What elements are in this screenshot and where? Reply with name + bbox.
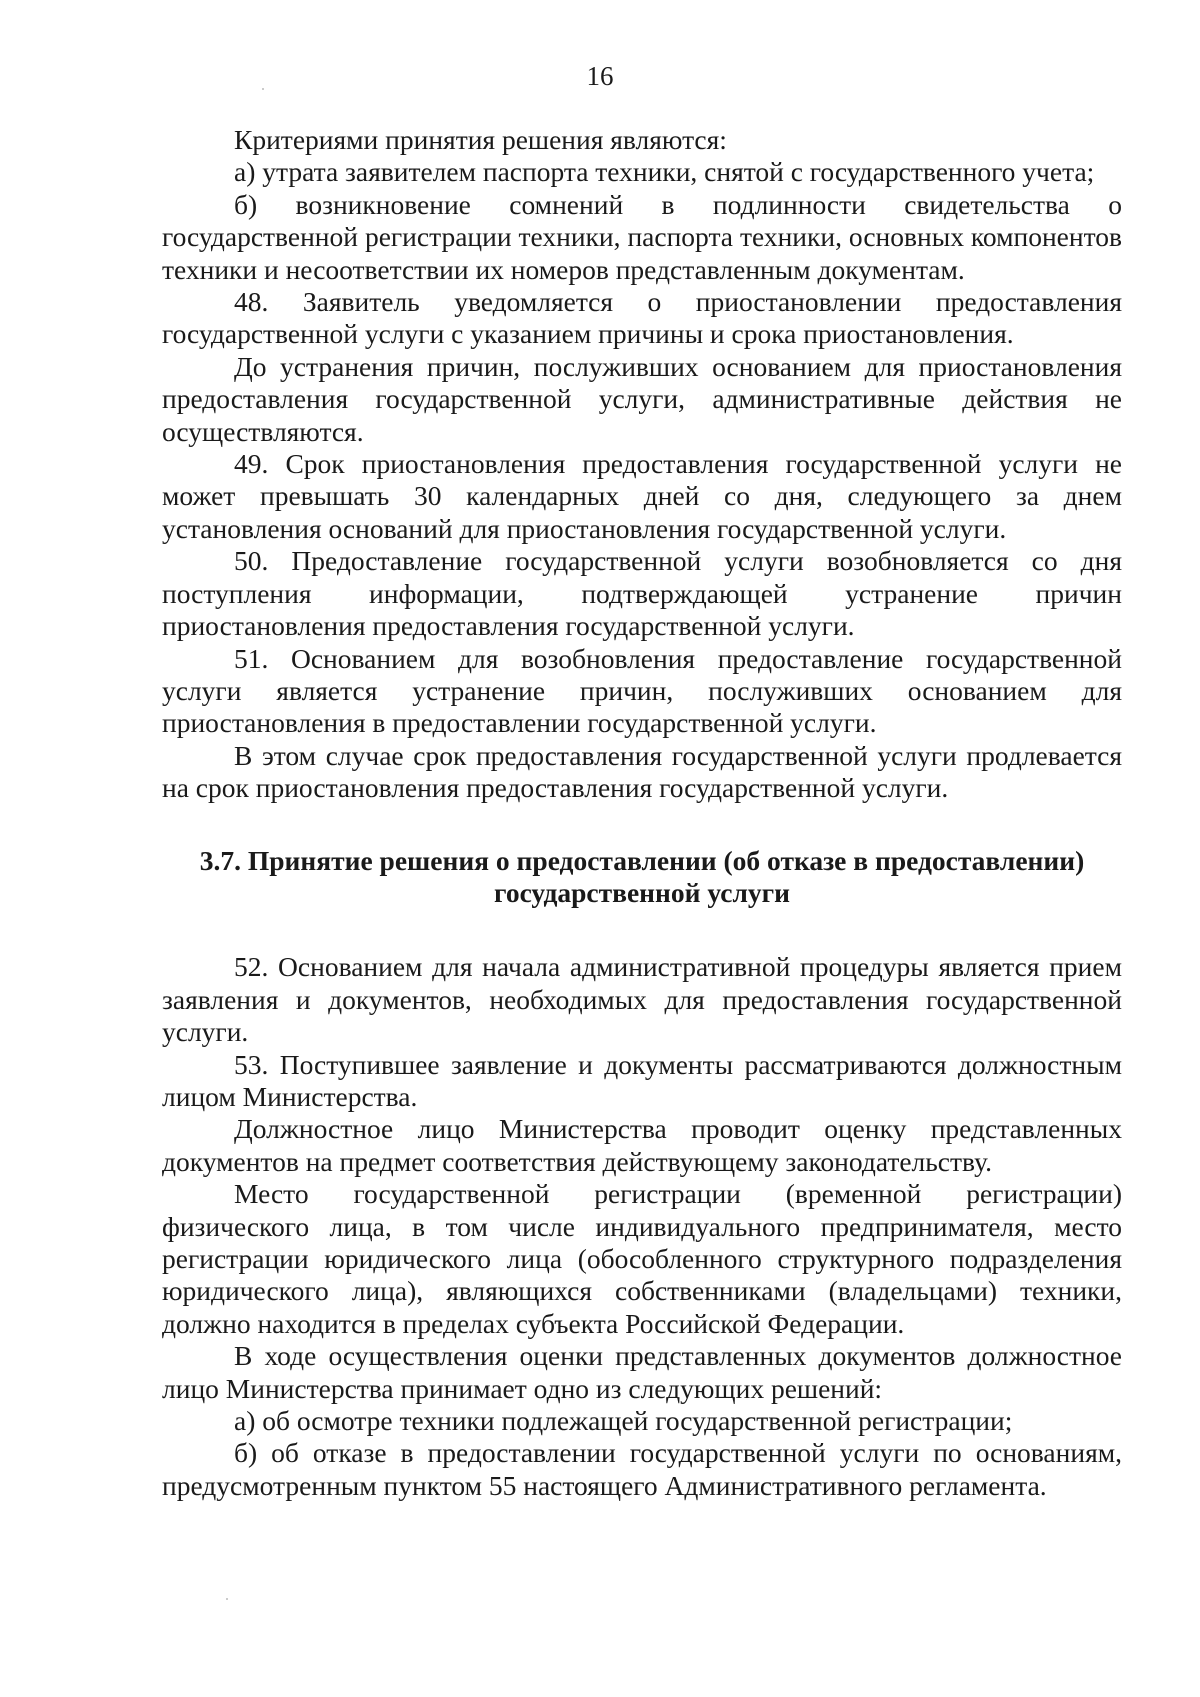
paragraph: Должностное лицо Министерства проводит оценку представленных документов на предмет соответствия действующему законодательству.: [162, 1113, 1122, 1177]
paragraph: Место государственной регистрации (временной регистрации) физического лица, в том числе индивидуального предпринимателя, место регистрации юридического лица (обособленного структурного подразделения юридического лица), являющихся собственниками (владельцами) техники, должно находится в пределах субъекта Российской Федерации.: [162, 1178, 1122, 1339]
section-3-7-body: [162, 951, 1122, 1502]
paragraph: а) об осмотре техники подлежащей государственной регистрации;: [234, 1405, 1013, 1437]
paragraph-52: 52. Основанием для начала административной процедуры является прием заявления и документов, необходимых для предоставления государственной услуги.: [162, 951, 1122, 1048]
paragraph: б) об отказе в предоставлении государственной услуги по основаниям, предусмотренным пунктом 55 настоящего Административного регламента.: [162, 1437, 1122, 1501]
paragraph: б) возникновение сомнений в подлинности свидетельства о государственной регистрации техники, паспорта техники, основных компонентов техники и несоответствии их номеров представленным документам.: [162, 188, 1122, 285]
scan-speck: [226, 1598, 228, 1600]
section-heading-line2: государственной услуги: [494, 876, 790, 908]
section-3-6-continuation: [162, 124, 1122, 805]
paragraph-48: 48. Заявитель уведомляется о приостановлении предоставления государственной услуги с указанием причины и срока приостановления.: [162, 286, 1122, 350]
paragraph-49: 49. Срок приостановления предоставления государственной услуги не может превышать 30 календарных дней со дня, следующего за днем установления оснований для приостановления государственной услуги.: [162, 448, 1122, 544]
paragraph: Критериями принятия решения являются:: [234, 124, 727, 155]
paragraph: а) утрата заявителем паспорта техники, снятой с государственного учета;: [234, 156, 1095, 188]
page-number: 16: [586, 61, 614, 91]
section-heading-line1: 3.7. Принятие решения о предоставлении (об отказе в предоставлении): [199, 844, 1085, 876]
section-heading-3-7: [162, 845, 1122, 910]
paragraph-53: 53. Поступившее заявление и документы рассматриваются должностным лицом Министерства.: [162, 1048, 1122, 1112]
document-body: [162, 124, 1122, 1502]
paragraph: В ходе осуществления оценки представленных документов должностное лицо Министерства принимает одно из следующих решений:: [162, 1340, 1122, 1404]
paragraph-51: 51. Основанием для возобновления предоставление государственной услуги является устранение причин, послуживших основанием для приостановления в предоставлении государственной услуги.: [162, 642, 1122, 739]
paragraph-50: 50. Предоставление государственной услуги возобновляется со дня поступления информации, подтверждающей устранение причин приостановления предоставления государственной услуги.: [162, 545, 1122, 642]
paragraph: До устранения причин, послуживших основанием для приостановления предоставления государственной услуги, административные действия не осуществляются.: [162, 350, 1122, 447]
paragraph: В этом случае срок предоставления государственной услуги продлевается на срок приостановления предоставления государственной услуги.: [162, 739, 1122, 804]
